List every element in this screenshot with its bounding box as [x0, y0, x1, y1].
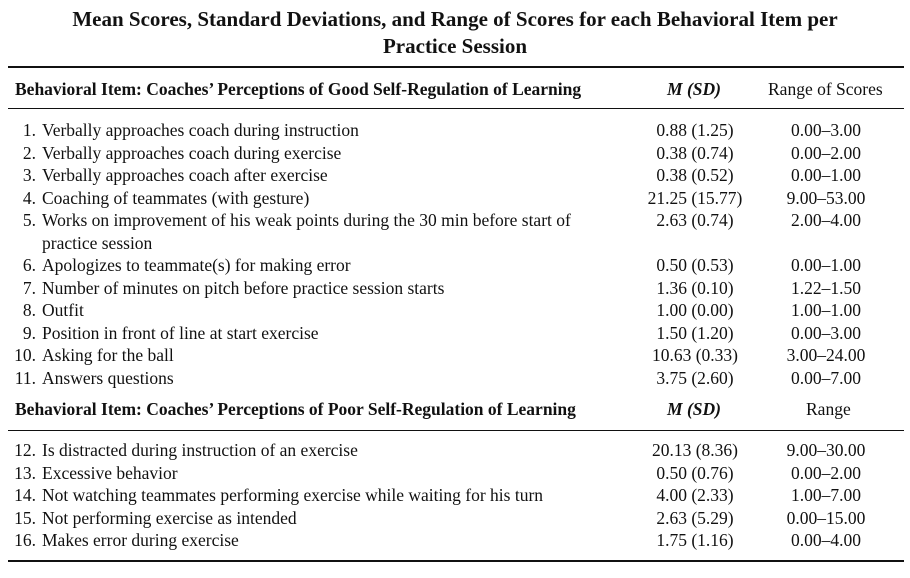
range-cell: 2.00–4.00 [791, 210, 861, 230]
item-text: Not watching teammates performing exercise while waiting for his turn [42, 485, 544, 505]
top-rule [8, 66, 904, 68]
mean-sd-cell: 3.75 (2.60) [656, 367, 734, 388]
range-cell: 0.00–1.00 [791, 255, 861, 275]
range-cell: 3.00–24.00 [786, 345, 866, 365]
item-text: Is distracted during instruction of an exercise [42, 440, 358, 460]
item-number: 16. [14, 530, 36, 550]
range-cell: 1.00–1.00 [791, 300, 861, 320]
item-number: 9. [22, 322, 36, 343]
mean-sd-cell: 1.00 (0.00) [656, 300, 734, 320]
range-cell: 0.00–3.00 [791, 120, 861, 140]
item-number: 13. [14, 462, 36, 483]
item-text: Verbally approaches coach after exercise [42, 165, 328, 185]
range-cell: 9.00–30.00 [786, 440, 866, 460]
item-text: Excessive behavior [42, 462, 178, 483]
item-text: Works on improvement of his weak points during the 30 min before start of [42, 210, 571, 230]
section1-header-rule [8, 108, 904, 109]
title-line-2: Practice Session [382, 34, 528, 58]
section2-header-msd [667, 399, 721, 420]
item-text: Coaching of teammates (with gesture) [42, 187, 310, 208]
item-number: 10. [14, 345, 36, 365]
item-text: Not performing exercise as intended [42, 507, 297, 528]
item-text: Verbally approaches coach during exercise [42, 142, 342, 163]
item-number: 6. [22, 255, 36, 275]
table-title [0, 6, 910, 60]
item-text: Apologizes to teammate(s) for making error [42, 255, 351, 275]
item-number: 1. [22, 120, 36, 140]
item-number: 2. [22, 142, 36, 163]
bottom-rule [8, 560, 904, 562]
range-cell: 0.00–15.00 [786, 507, 866, 528]
range-cell: 9.00–53.00 [786, 187, 866, 208]
mean-sd-cell: 10.63 (0.33) [651, 345, 739, 365]
item-text: Position in front of line at start exercise [42, 322, 319, 343]
section1-header-item: Behavioral Item: Coaches’ Perceptions of Good Self-Regulation of Learning [15, 79, 582, 99]
range-cell: 0.00–7.00 [791, 367, 861, 388]
item-text: Outfit [42, 300, 84, 320]
mean-sd-cell: 1.50 (1.20) [656, 322, 734, 343]
mean-sd-cell: 0.50 (0.76) [656, 462, 734, 483]
mean-sd-cell: 2.63 (5.29) [656, 507, 734, 528]
section1-header-m: M [667, 79, 683, 99]
item-number: 8. [22, 300, 36, 320]
item-number: 15. [14, 507, 36, 528]
range-cell: 0.00–2.00 [791, 142, 861, 163]
item-text: Asking for the ball [42, 345, 174, 365]
item-text: Number of minutes on pitch before practice session starts [42, 277, 445, 298]
section2-header-item: Behavioral Item: Coaches’ Perceptions of Poor Self-Regulation of Learning [15, 399, 576, 419]
mean-sd-cell: 0.38 (0.52) [656, 165, 734, 185]
range-cell: 1.00–7.00 [791, 485, 861, 505]
mean-sd-cell: 4.00 (2.33) [656, 485, 734, 505]
section2-header-range: Range [806, 399, 851, 419]
item-number: 4. [22, 187, 36, 208]
range-cell: 0.00–4.00 [791, 530, 861, 550]
range-cell: 0.00–1.00 [791, 165, 861, 185]
section2-header-m: M [667, 399, 683, 419]
section2-header-sd: (SD) [686, 399, 721, 419]
mean-sd-cell: 1.75 (1.16) [656, 530, 734, 550]
item-number: 7. [22, 277, 36, 298]
mean-sd-cell: 2.63 (0.74) [656, 210, 734, 230]
section1-header-sd: (SD) [686, 79, 721, 99]
range-cell: 0.00–3.00 [791, 322, 861, 343]
mean-sd-cell: 1.36 (0.10) [656, 277, 734, 298]
item-text: Verbally approaches coach during instruction [42, 120, 359, 140]
title-line-1: Mean Scores, Standard Deviations, and Range of Scores for each Behavioral Item per [72, 7, 838, 31]
mean-sd-cell: 20.13 (8.36) [651, 440, 739, 460]
section2-header-rule [8, 430, 904, 431]
item-number: 11. [14, 367, 36, 388]
item-number: 5. [22, 210, 36, 230]
section1-header-range: Range of Scores [768, 79, 883, 99]
mean-sd-cell: 0.50 (0.53) [656, 255, 734, 275]
item-number: 14. [14, 485, 36, 505]
range-cell: 1.22–1.50 [791, 277, 861, 298]
item-text: Makes error during exercise [42, 530, 239, 550]
mean-sd-cell: 0.88 (1.25) [656, 120, 734, 140]
item-text: Answers questions [42, 367, 174, 388]
item-text-continuation: practice session [42, 232, 153, 253]
range-cell: 0.00–2.00 [791, 462, 861, 483]
item-number: 3. [22, 165, 36, 185]
item-number: 12. [14, 440, 36, 460]
mean-sd-cell: 0.38 (0.74) [656, 142, 734, 163]
section1-header-msd [667, 79, 721, 100]
mean-sd-cell: 21.25 (15.77) [647, 187, 743, 208]
